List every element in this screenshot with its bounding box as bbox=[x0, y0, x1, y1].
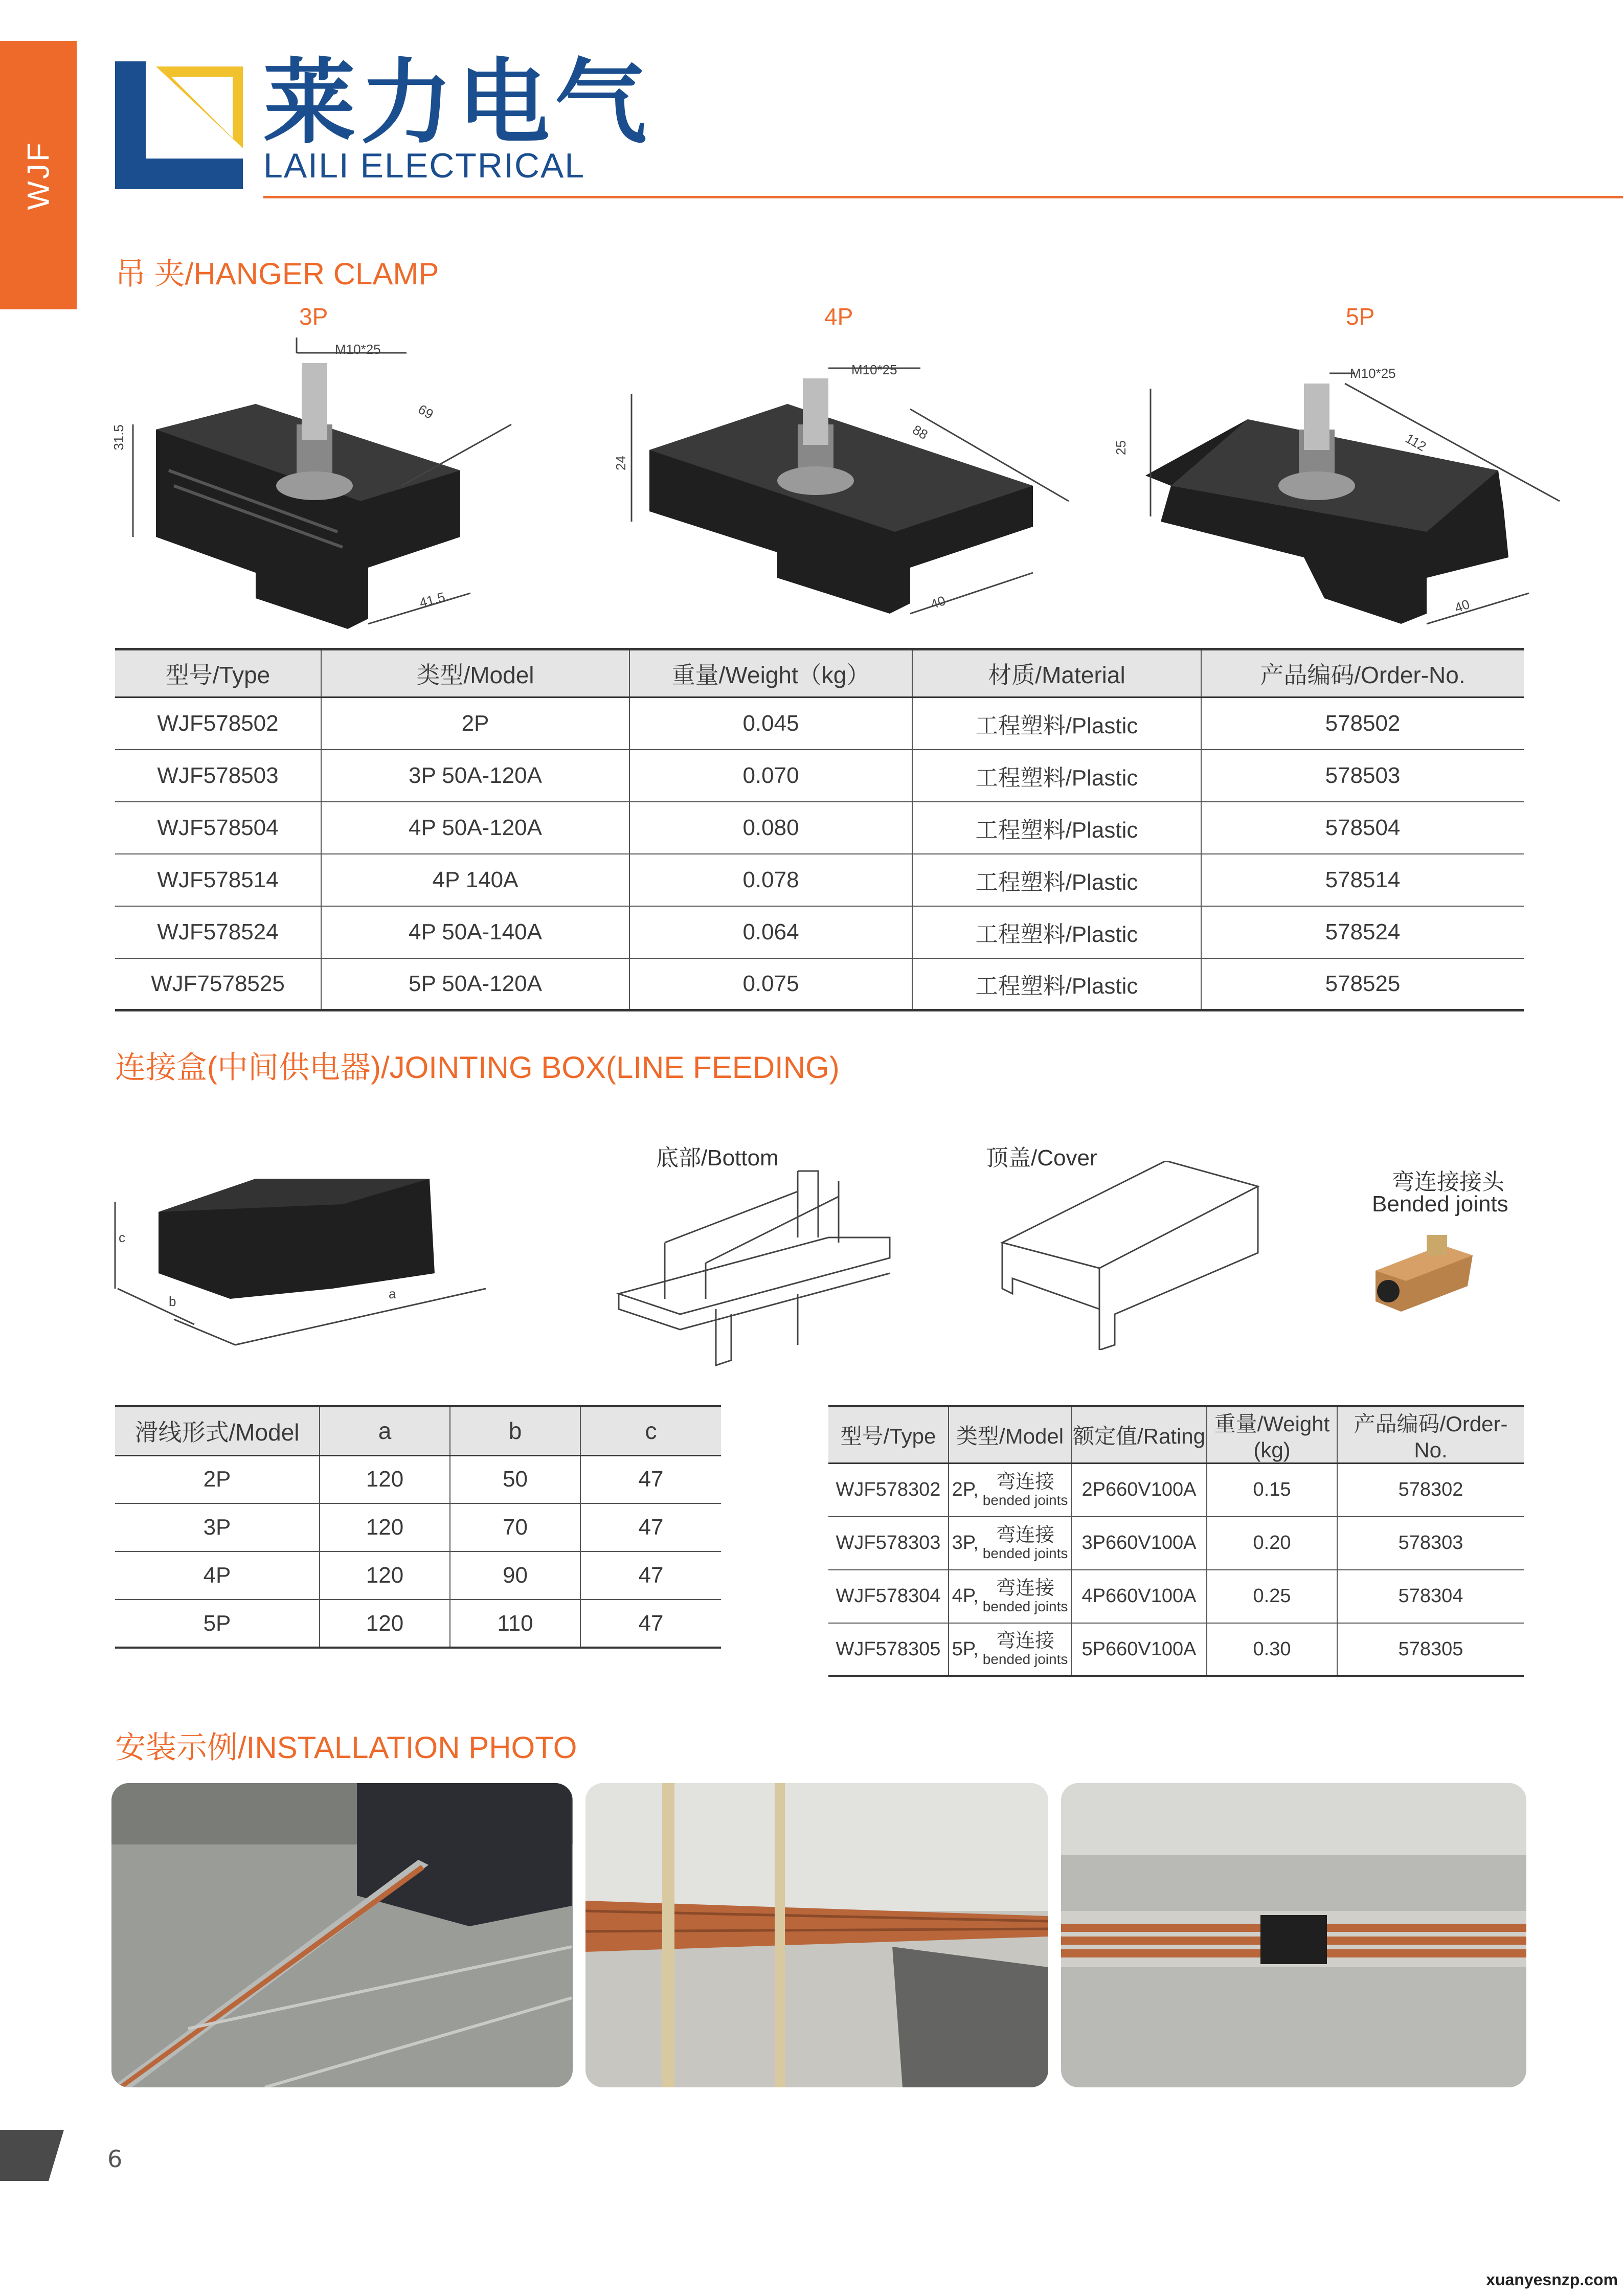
jointing-box-dim-a: a bbox=[389, 1286, 396, 1301]
cell-model-cn: 弯连接 bbox=[996, 1471, 1055, 1493]
table-row bbox=[115, 958, 1524, 1010]
bottom-caption: 底部/Bottom bbox=[656, 1145, 779, 1170]
jointing-box-dim-b: b bbox=[169, 1294, 176, 1309]
table-row bbox=[828, 1570, 1524, 1623]
cell-b: 70 bbox=[450, 1503, 580, 1551]
cell-type: WJF7578525 bbox=[115, 958, 321, 1010]
cell-material: 工程塑料/Plastic bbox=[912, 750, 1201, 802]
header-type: 型号/Type bbox=[115, 649, 321, 697]
clamp-3p-length-label: 69 bbox=[415, 401, 436, 422]
cell-model bbox=[949, 1623, 1071, 1676]
table-row bbox=[115, 802, 1524, 854]
cell-order-no: 578304 bbox=[1337, 1570, 1524, 1623]
installation-photo-2-image bbox=[585, 1783, 1048, 2087]
jointing-box-dimension-table bbox=[115, 1405, 721, 1649]
jointing-box-cover-drawing bbox=[997, 1161, 1268, 1350]
clamp-4p-width-label: 40 bbox=[928, 592, 948, 613]
cell-a: 120 bbox=[320, 1551, 450, 1600]
brand-name-en: LAILI ELECTRICAL bbox=[263, 146, 585, 185]
cell-order-no: 578524 bbox=[1201, 906, 1524, 958]
bended-joint-image bbox=[1365, 1230, 1483, 1317]
cell-poles: 2P, bbox=[952, 1479, 979, 1501]
side-tab-label: WJF bbox=[21, 140, 56, 210]
hanger-clamp-5p-drawing bbox=[1140, 353, 1601, 639]
installation-photo-3 bbox=[1061, 1783, 1526, 2087]
cell-rating: 2P660V100A bbox=[1071, 1464, 1207, 1517]
jointing-box-bottom-drawing bbox=[614, 1161, 900, 1376]
cell-rating: 4P660V100A bbox=[1071, 1570, 1207, 1623]
cell-model: 2P bbox=[115, 1455, 320, 1503]
cell-order-no: 578504 bbox=[1201, 802, 1524, 854]
cell-model bbox=[949, 1570, 1071, 1623]
clamp-4p-bolt-label: M10*25 bbox=[851, 362, 897, 377]
cell-poles: 4P, bbox=[952, 1585, 979, 1607]
table-row bbox=[115, 1455, 721, 1503]
cell-model-cn: 弯连接 bbox=[996, 1524, 1055, 1546]
cell-b: 110 bbox=[450, 1600, 580, 1648]
header-a: a bbox=[320, 1406, 450, 1455]
table-row bbox=[115, 750, 1524, 802]
clamp-4p-length-label: 88 bbox=[910, 421, 931, 443]
variant-label-4p: 4P bbox=[824, 303, 853, 330]
cell-type: WJF578514 bbox=[115, 854, 321, 906]
cell-order-no: 578302 bbox=[1337, 1464, 1524, 1517]
header-weight: 重量/Weight（kg） bbox=[629, 649, 912, 697]
header-divider bbox=[263, 196, 1623, 198]
company-logo bbox=[115, 61, 243, 189]
clamp-5p-height-label: 25 bbox=[1113, 440, 1129, 455]
cell-model: 2P bbox=[321, 697, 629, 750]
cell-type: WJF578305 bbox=[828, 1623, 949, 1676]
table-row bbox=[828, 1623, 1524, 1676]
installation-photo-3-image bbox=[1061, 1783, 1526, 2087]
cell-rating: 5P660V100A bbox=[1071, 1623, 1207, 1676]
cell-c: 47 bbox=[580, 1600, 721, 1648]
cell-model-cn: 弯连接 bbox=[996, 1577, 1055, 1599]
table-row bbox=[828, 1464, 1524, 1517]
cell-order-no: 578303 bbox=[1337, 1517, 1524, 1570]
jointing-box-dim-c: c bbox=[119, 1230, 125, 1245]
hanger-clamp-4p-drawing bbox=[624, 348, 1074, 639]
cell-model-cn: 弯连接 bbox=[996, 1630, 1055, 1652]
bended-joints-caption-en: Bended joints bbox=[1372, 1191, 1508, 1217]
table-header-row bbox=[115, 649, 1524, 697]
cell-a: 120 bbox=[320, 1503, 450, 1551]
hanger-clamp-3p-drawing bbox=[102, 332, 552, 639]
header-type: 型号/Type bbox=[828, 1406, 949, 1464]
cell-weight: 0.070 bbox=[629, 750, 912, 802]
cell-rating: 3P660V100A bbox=[1071, 1517, 1207, 1570]
cell-weight: 0.078 bbox=[629, 854, 912, 906]
variant-label-5p: 5P bbox=[1346, 303, 1375, 330]
cell-model bbox=[949, 1464, 1071, 1517]
clamp-3p-width-label: 41.5 bbox=[417, 589, 447, 611]
cell-weight: 0.30 bbox=[1207, 1623, 1337, 1676]
cell-poles: 5P, bbox=[952, 1638, 979, 1660]
cell-type: WJF578524 bbox=[115, 906, 321, 958]
cell-model bbox=[949, 1517, 1071, 1570]
cell-model: 4P 50A-120A bbox=[321, 802, 629, 854]
cell-order-no: 578503 bbox=[1201, 750, 1524, 802]
page-number: 6 bbox=[107, 2145, 123, 2173]
table-row bbox=[115, 1600, 721, 1648]
cell-type: WJF578502 bbox=[115, 697, 321, 750]
header-model: 类型/Model bbox=[321, 649, 629, 697]
table-row bbox=[115, 1503, 721, 1551]
header-rating: 额定值/Rating bbox=[1071, 1406, 1207, 1464]
cell-weight: 0.20 bbox=[1207, 1517, 1337, 1570]
installation-photo-1-image bbox=[111, 1783, 573, 2087]
bended-joint-table bbox=[828, 1405, 1524, 1677]
cell-model: 5P 50A-120A bbox=[321, 958, 629, 1010]
table-header-row bbox=[115, 1406, 721, 1455]
cell-model-en: bended joints bbox=[982, 1598, 1068, 1614]
clamp-3p-height-label: 31.5 bbox=[110, 424, 126, 451]
cell-b: 90 bbox=[450, 1551, 580, 1600]
cell-model: 5P bbox=[115, 1600, 320, 1648]
cell-weight: 0.045 bbox=[629, 697, 912, 750]
clamp-5p-bolt-label: M10*25 bbox=[1350, 366, 1396, 381]
header-order-no: 产品编码/Order-No. bbox=[1337, 1406, 1524, 1464]
cell-model: 4P bbox=[115, 1551, 320, 1600]
table-row bbox=[115, 854, 1524, 906]
cell-b: 50 bbox=[450, 1455, 580, 1503]
cell-order-no: 578525 bbox=[1201, 958, 1524, 1010]
header-model: 类型/Model bbox=[949, 1406, 1071, 1464]
jointing-box-drawing bbox=[102, 1151, 491, 1391]
hanger-clamp-table bbox=[115, 648, 1524, 1011]
cell-model-en: bended joints bbox=[982, 1545, 1068, 1561]
brand-name-cn: 莱力电气 bbox=[263, 50, 652, 156]
header-material: 材质/Material bbox=[912, 649, 1201, 697]
cell-order-no: 578305 bbox=[1337, 1623, 1524, 1676]
cell-c: 47 bbox=[580, 1503, 721, 1551]
cell-weight: 0.15 bbox=[1207, 1464, 1337, 1517]
table-row bbox=[115, 697, 1524, 750]
cell-type: WJF578503 bbox=[115, 750, 321, 802]
cell-weight: 0.075 bbox=[629, 958, 912, 1010]
cell-material: 工程塑料/Plastic bbox=[912, 854, 1201, 906]
cell-material: 工程塑料/Plastic bbox=[912, 697, 1201, 750]
cell-order-no: 578514 bbox=[1201, 854, 1524, 906]
side-tab bbox=[0, 41, 77, 309]
cell-model-en: bended joints bbox=[982, 1651, 1068, 1668]
hanger-clamp-title: 吊 夹/HANGER CLAMP bbox=[115, 257, 439, 291]
cell-c: 47 bbox=[580, 1455, 721, 1503]
cell-material: 工程塑料/Plastic bbox=[912, 802, 1201, 854]
table-header-row bbox=[828, 1406, 1524, 1464]
cell-a: 120 bbox=[320, 1600, 450, 1648]
website-watermark: xuanyesnzp.com bbox=[1486, 2270, 1618, 2289]
cell-c: 47 bbox=[580, 1551, 721, 1600]
cell-model: 3P 50A-120A bbox=[321, 750, 629, 802]
cell-model: 4P 50A-140A bbox=[321, 906, 629, 958]
header-model: 滑线形式/Model bbox=[115, 1406, 320, 1455]
cell-type: WJF578303 bbox=[828, 1517, 949, 1570]
cover-caption: 顶盖/Cover bbox=[986, 1145, 1097, 1170]
cell-type: WJF578304 bbox=[828, 1570, 949, 1623]
header-weight: 重量/Weight (kg) bbox=[1207, 1406, 1337, 1464]
header-order-no: 产品编码/Order-No. bbox=[1201, 649, 1524, 697]
cell-material: 工程塑料/Plastic bbox=[912, 906, 1201, 958]
cell-type: WJF578504 bbox=[115, 802, 321, 854]
variant-label-3p: 3P bbox=[299, 303, 328, 330]
header-c: c bbox=[580, 1406, 721, 1455]
cell-poles: 3P, bbox=[952, 1532, 979, 1554]
cell-model-en: bended joints bbox=[982, 1492, 1068, 1508]
clamp-3p-bolt-label: M10*25 bbox=[335, 342, 381, 357]
cell-weight: 0.064 bbox=[629, 906, 912, 958]
bended-joints-caption-cn: 弯连接接头 bbox=[1392, 1169, 1504, 1195]
header-b: b bbox=[450, 1406, 580, 1455]
cell-order-no: 578502 bbox=[1201, 697, 1524, 750]
jointing-box-title: 连接盒(中间供电器)/JOINTING BOX(LINE FEEDING) bbox=[115, 1050, 840, 1085]
table-row bbox=[115, 1551, 721, 1600]
clamp-5p-length-label: 112 bbox=[1403, 430, 1429, 455]
installation-photo-2 bbox=[585, 1783, 1048, 2087]
cell-type: WJF578302 bbox=[828, 1464, 949, 1517]
installation-title: 安装示例/INSTALLATION PHOTO bbox=[115, 1730, 577, 1765]
cell-weight: 0.080 bbox=[629, 802, 912, 854]
cell-a: 120 bbox=[320, 1455, 450, 1503]
installation-photo-1 bbox=[111, 1783, 573, 2087]
table-row bbox=[115, 906, 1524, 958]
cell-weight: 0.25 bbox=[1207, 1570, 1337, 1623]
table-row bbox=[828, 1517, 1524, 1570]
clamp-5p-width-label: 40 bbox=[1452, 596, 1472, 616]
footer-corner-mark bbox=[0, 2130, 64, 2181]
cell-model: 4P 140A bbox=[321, 854, 629, 906]
clamp-4p-height-label: 24 bbox=[613, 456, 628, 470]
cell-material: 工程塑料/Plastic bbox=[912, 958, 1201, 1010]
cell-model: 3P bbox=[115, 1503, 320, 1551]
